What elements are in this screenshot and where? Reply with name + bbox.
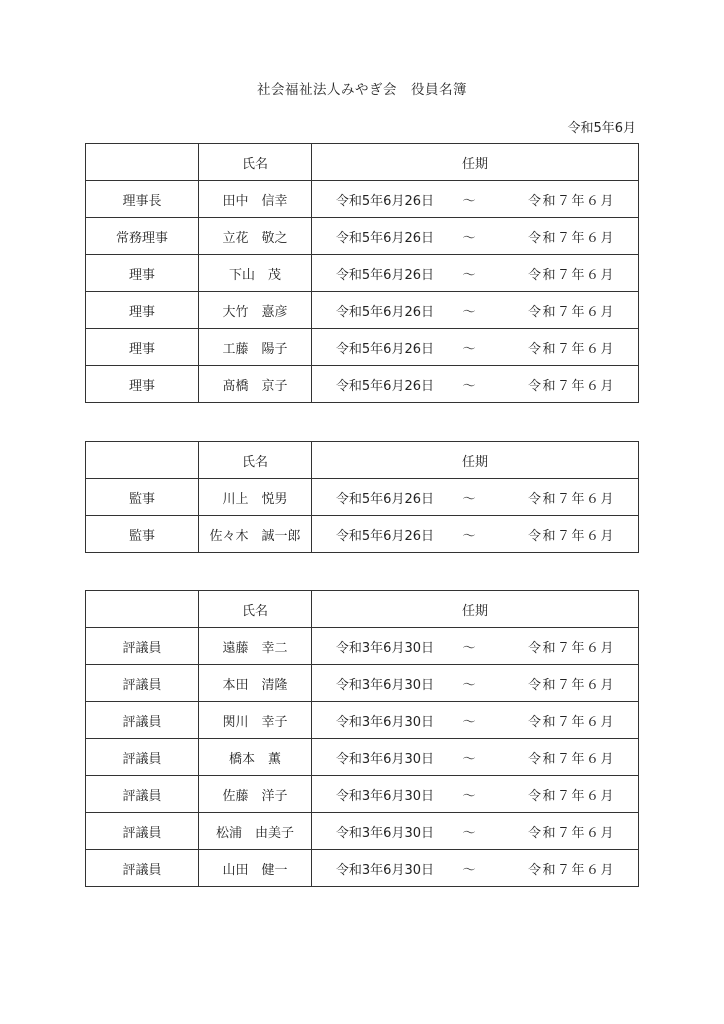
role-cell: 評議員 [86, 702, 199, 739]
name-cell: 山田 健一 [199, 850, 312, 887]
term-range [312, 628, 638, 664]
term-end: 令和７年６月 [528, 677, 616, 693]
term-start: 令和5年6月26日 [335, 491, 434, 507]
header-name: 氏名 [199, 144, 312, 181]
table-row [86, 739, 639, 776]
councillors-table [85, 590, 639, 887]
term-cell [312, 702, 639, 739]
name-cell: 下山 茂 [199, 255, 312, 292]
term-range [312, 366, 638, 402]
role-cell: 評議員 [86, 850, 199, 887]
table-row [86, 702, 639, 739]
term-end: 令和７年６月 [528, 862, 616, 878]
table-row [86, 516, 639, 553]
term-separator: ～ [462, 304, 476, 320]
term-separator: ～ [462, 341, 476, 357]
term-range [312, 813, 638, 849]
term-range [312, 479, 638, 515]
term-end: 令和７年６月 [528, 751, 616, 767]
term-range [312, 516, 638, 552]
term-start: 令和5年6月26日 [335, 267, 434, 283]
name-cell: 佐々木 誠一郎 [199, 516, 312, 553]
table-row [86, 776, 639, 813]
role-cell: 評議員 [86, 739, 199, 776]
term-end: 令和７年６月 [528, 341, 616, 357]
term-cell [312, 329, 639, 366]
header-term: 任期 [312, 442, 639, 479]
table-header-row [86, 591, 639, 628]
term-separator: ～ [462, 378, 476, 394]
role-cell: 理事 [86, 255, 199, 292]
table-row [86, 292, 639, 329]
term-range [312, 329, 638, 365]
term-cell [312, 218, 639, 255]
term-range [312, 218, 638, 254]
table-row [86, 628, 639, 665]
name-cell: 本田 清隆 [199, 665, 312, 702]
name-cell: 遠藤 幸二 [199, 628, 312, 665]
term-separator: ～ [462, 714, 476, 730]
table-header-row [86, 442, 639, 479]
role-cell: 理事 [86, 366, 199, 403]
term-separator: ～ [462, 230, 476, 246]
term-start: 令和3年6月30日 [335, 714, 434, 730]
term-end: 令和７年６月 [528, 825, 616, 841]
term-end: 令和７年６月 [528, 788, 616, 804]
term-range [312, 255, 638, 291]
term-start: 令和3年6月30日 [335, 788, 434, 804]
term-start: 令和3年6月30日 [335, 751, 434, 767]
term-end: 令和７年６月 [528, 267, 616, 283]
term-cell [312, 665, 639, 702]
term-start: 令和3年6月30日 [335, 862, 434, 878]
term-separator: ～ [462, 788, 476, 804]
role-cell: 評議員 [86, 776, 199, 813]
document-date: 令和5年6月 [567, 121, 636, 136]
term-range [312, 292, 638, 328]
term-start: 令和5年6月26日 [335, 341, 434, 357]
name-cell: 橋本 薫 [199, 739, 312, 776]
term-start: 令和3年6月30日 [335, 677, 434, 693]
term-end: 令和７年６月 [528, 640, 616, 656]
term-separator: ～ [462, 267, 476, 283]
term-end: 令和７年６月 [528, 193, 616, 209]
role-cell: 監事 [86, 516, 199, 553]
term-start: 令和5年6月26日 [335, 304, 434, 320]
term-cell [312, 813, 639, 850]
header-name: 氏名 [199, 442, 312, 479]
term-cell [312, 516, 639, 553]
term-start: 令和5年6月26日 [335, 193, 434, 209]
term-separator: ～ [462, 193, 476, 209]
term-separator: ～ [462, 862, 476, 878]
term-cell [312, 479, 639, 516]
role-cell: 評議員 [86, 813, 199, 850]
directors-table [85, 143, 639, 403]
name-cell: 髙橋 京子 [199, 366, 312, 403]
role-cell: 理事 [86, 329, 199, 366]
header-name: 氏名 [199, 591, 312, 628]
auditors-table [85, 441, 639, 553]
term-end: 令和７年６月 [528, 304, 616, 320]
term-cell [312, 181, 639, 218]
role-cell: 理事長 [86, 181, 199, 218]
term-range [312, 850, 638, 886]
table-row [86, 329, 639, 366]
name-cell: 立花 敬之 [199, 218, 312, 255]
term-start: 令和5年6月26日 [335, 230, 434, 246]
table-header-row [86, 144, 639, 181]
term-range [312, 702, 638, 738]
role-cell: 評議員 [86, 628, 199, 665]
name-cell: 大竹 憙彦 [199, 292, 312, 329]
term-end: 令和７年６月 [528, 714, 616, 730]
term-cell [312, 850, 639, 887]
term-start: 令和3年6月30日 [335, 825, 434, 841]
table-row [86, 813, 639, 850]
header-role [86, 442, 199, 479]
role-cell: 監事 [86, 479, 199, 516]
term-cell [312, 255, 639, 292]
name-cell: 松浦 由美子 [199, 813, 312, 850]
header-term: 任期 [312, 144, 639, 181]
term-range [312, 776, 638, 812]
term-end: 令和７年６月 [528, 230, 616, 246]
term-start: 令和5年6月26日 [335, 528, 434, 544]
table-row [86, 218, 639, 255]
table-row [86, 366, 639, 403]
header-role [86, 144, 199, 181]
term-separator: ～ [462, 825, 476, 841]
role-cell: 評議員 [86, 665, 199, 702]
table-row [86, 850, 639, 887]
term-separator: ～ [462, 640, 476, 656]
table-row [86, 181, 639, 218]
term-cell [312, 292, 639, 329]
term-start: 令和5年6月26日 [335, 378, 434, 394]
term-range [312, 739, 638, 775]
name-cell: 工藤 陽子 [199, 329, 312, 366]
term-cell [312, 366, 639, 403]
term-start: 令和3年6月30日 [335, 640, 434, 656]
name-cell: 関川 幸子 [199, 702, 312, 739]
table-row [86, 255, 639, 292]
term-end: 令和７年６月 [528, 378, 616, 394]
role-cell: 常務理事 [86, 218, 199, 255]
term-separator: ～ [462, 528, 476, 544]
term-cell [312, 776, 639, 813]
table-row [86, 479, 639, 516]
table-row [86, 665, 639, 702]
term-cell [312, 628, 639, 665]
header-term: 任期 [312, 591, 639, 628]
name-cell: 川上 悦男 [199, 479, 312, 516]
term-separator: ～ [462, 491, 476, 507]
document-title: 社会福祉法人みやぎ会 役員名簿 [257, 82, 467, 98]
header-role [86, 591, 199, 628]
role-cell: 理事 [86, 292, 199, 329]
term-end: 令和７年６月 [528, 528, 616, 544]
term-range [312, 665, 638, 701]
term-separator: ～ [462, 751, 476, 767]
term-range [312, 181, 638, 217]
term-cell [312, 739, 639, 776]
name-cell: 田中 信幸 [199, 181, 312, 218]
term-end: 令和７年６月 [528, 491, 616, 507]
name-cell: 佐藤 洋子 [199, 776, 312, 813]
term-separator: ～ [462, 677, 476, 693]
